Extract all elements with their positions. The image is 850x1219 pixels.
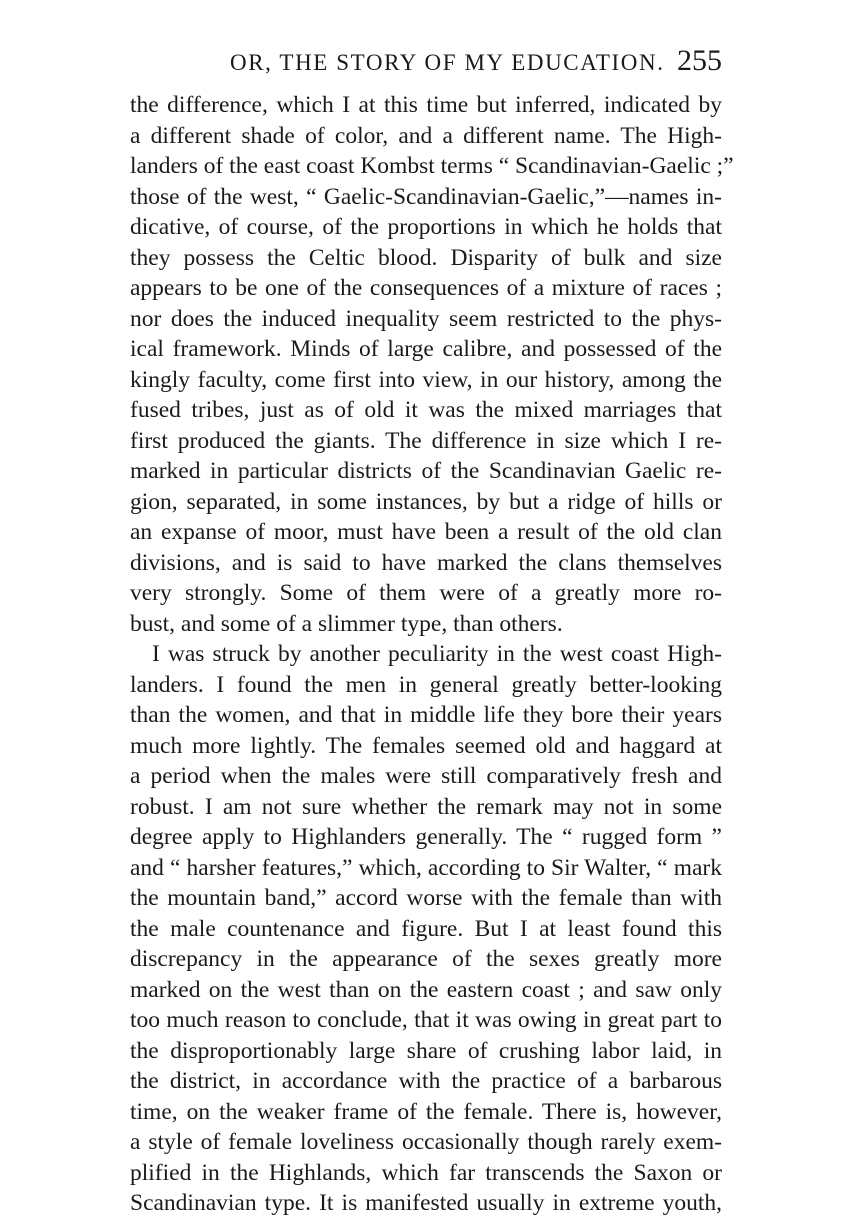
text-line: marked on the west than on the eastern coast ; and saw only — [130, 976, 722, 1003]
text-line: the disproportionably large share of crushing labor laid, in — [130, 1037, 722, 1064]
text-line: too much reason to conclude, that it was owing in great part to — [130, 1007, 722, 1033]
text-line: kingly faculty, come first into view, in our history, among the — [130, 366, 722, 393]
text-line: the mountain band,” accord worse with the female than with — [130, 885, 722, 911]
text-line: plified in the Highlands, which far transcends the Saxon or — [130, 1159, 722, 1186]
text-line: landers of the east coast Kombst terms “ Scandinavian-Gaelic ;” — [130, 153, 734, 179]
running-header — [130, 44, 722, 84]
running-title: OR, THE STORY OF MY EDUCATION. — [230, 50, 665, 75]
text-line: discrepancy in the appearance of the sexes greatly more — [130, 946, 722, 972]
paragraph-start-line: I was struck by another peculiarity in the west coast High- — [152, 641, 722, 667]
text-line: ical framework. Minds of large calibre, and possessed of the — [130, 336, 722, 362]
text-line: the district, in accordance with the practice of a barbarous — [130, 1068, 722, 1094]
text-line: than the women, and that in middle life they bore their years — [130, 702, 722, 728]
text-line: much more lightly. The females seemed old and haggard at — [130, 732, 722, 759]
paragraph-end-line: bust, and some of a slimmer type, than others. — [130, 610, 563, 637]
body-text — [130, 90, 734, 1219]
text-line: the difference, which I at this time but inferred, indicated by — [130, 92, 722, 118]
text-line: appears to be one of the consequences of a mixture of races ; — [130, 275, 722, 301]
text-line: Scandinavian type. It is manifested usually in extreme youth, — [130, 1190, 722, 1216]
text-line: robust. I am not sure whether the remark may not in some — [130, 793, 722, 820]
text-line: fused tribes, just as of old it was the mixed marriages that — [130, 397, 722, 423]
text-line: time, on the weaker frame of the female. There is, however, — [130, 1098, 722, 1125]
text-line: divisions, and is said to have marked the clans themselves — [130, 549, 722, 576]
page-number: 255 — [677, 44, 722, 77]
text-line: first produced the giants. The difference in size which I re- — [130, 427, 722, 454]
text-line: landers. I found the men in general greatly better-looking — [130, 671, 722, 698]
text-line: and “ harsher features,” which, according to Sir Walter, “ mark — [130, 854, 722, 881]
text-line: they possess the Celtic blood. Disparity of bulk and size — [130, 244, 722, 271]
text-line: gion, separated, in some instances, by but a ridge of hills or — [130, 488, 722, 515]
text-line: a period when the males were still comparatively fresh and — [130, 763, 722, 789]
text-line: degree apply to Highlanders generally. The “ rugged form ” — [130, 824, 722, 850]
text-line: nor does the induced inequality seem restricted to the phys- — [130, 305, 722, 332]
text-line: an expanse of moor, must have been a result of the old clan — [130, 519, 722, 545]
text-line: marked in particular districts of the Scandinavian Gaelic re- — [130, 458, 722, 484]
text-line: a style of female loveliness occasionally though rarely exem- — [130, 1129, 722, 1155]
text-line: a different shade of color, and a different name. The High- — [130, 122, 722, 149]
text-line: those of the west, “ Gaelic-Scandinavian-Gaelic,”—names in- — [130, 183, 722, 210]
text-line: dicative, of course, of the proportions in which he holds that — [130, 214, 722, 240]
text-line: the male countenance and figure. But I at least found this — [130, 915, 722, 942]
text-line: very strongly. Some of them were of a greatly more ro- — [130, 580, 722, 606]
